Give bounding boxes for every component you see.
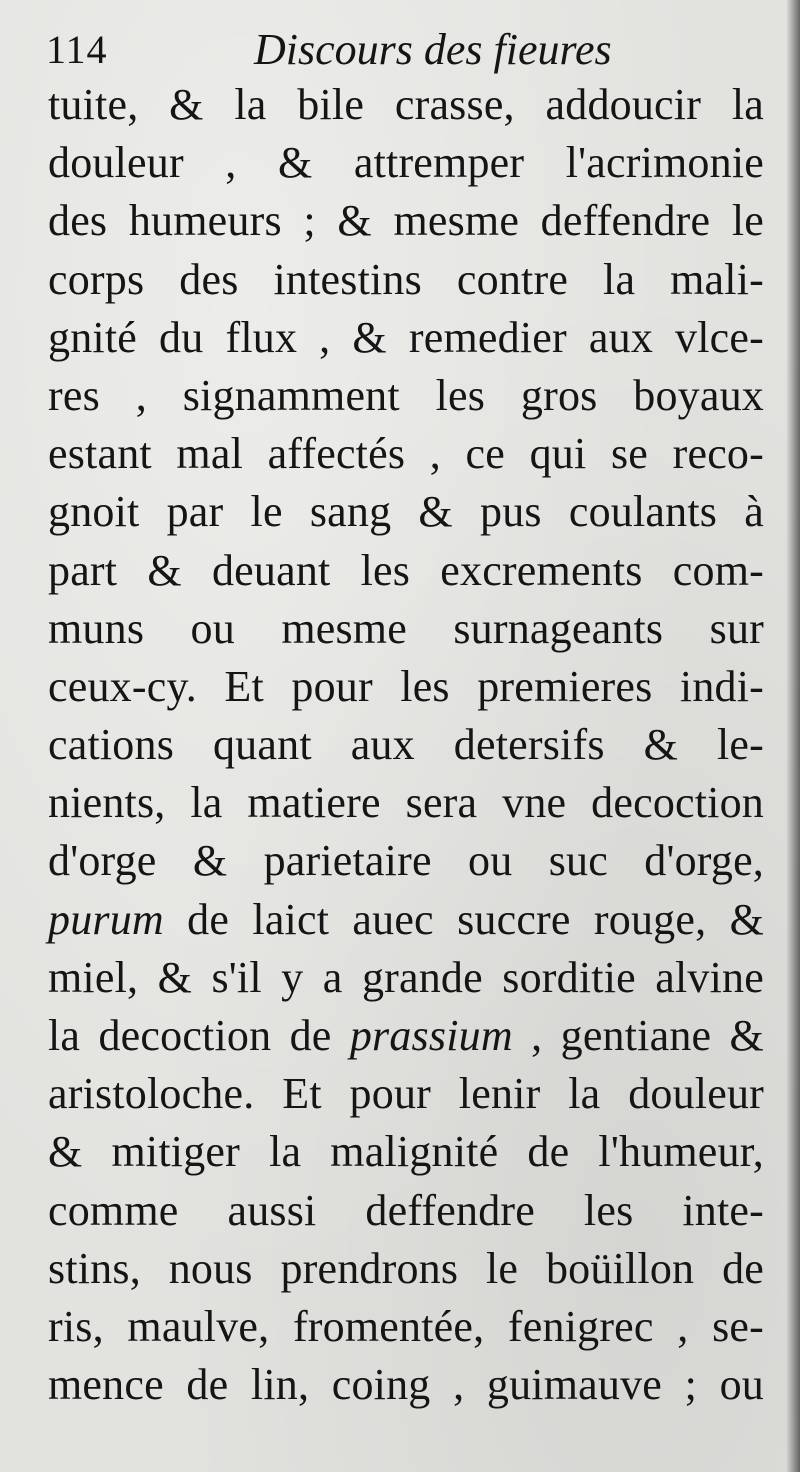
text-line-10: muns ou mesme surnageants sur bbox=[48, 603, 764, 653]
text-line-20: comme aussi deffendre les inte- bbox=[48, 1185, 764, 1235]
text-line-1: tuite, & la bile crasse, addoucir la bbox=[48, 80, 764, 129]
text-line-21: stins, nous prendrons le boüillon de bbox=[48, 1243, 764, 1293]
text-line-4: corps des intestins contre la mali- bbox=[48, 254, 764, 304]
text-line-17: la decoction de prassium , gentiane & bbox=[48, 1011, 764, 1060]
text-line-11: ceux-cy. Et pour les premieres indi- bbox=[48, 661, 764, 711]
text-line-7: estant mal affectés , ce qui se reco- bbox=[48, 429, 764, 479]
running-head bbox=[46, 22, 766, 78]
text-line-18: aristoloche. Et pour lenir la douleur bbox=[48, 1069, 764, 1119]
text-line-12: cations quant aux detersifs & le- bbox=[48, 720, 764, 770]
body-text bbox=[48, 76, 764, 1414]
italic-word: prassium bbox=[349, 1011, 513, 1060]
text-line-9: part & deuant les excrements com- bbox=[48, 545, 764, 595]
text-line-16: miel, & s'il y a grande sorditie alvine bbox=[48, 952, 764, 1002]
text-line-23: mence de lin, coing , guimauve ; ou bbox=[48, 1360, 764, 1410]
italic-word: purum bbox=[48, 894, 164, 944]
text-line-8: gnoit par le sang & pus coulants à bbox=[48, 487, 764, 537]
running-title: Discours des fieures bbox=[254, 25, 612, 74]
text-line-3: des humeurs ; & mesme deffendre le bbox=[48, 196, 764, 246]
text-line-15: purum de laict auec succre rouge, & bbox=[48, 894, 764, 944]
text-line-22: ris, maulve, fromentée, fenigrec , se- bbox=[48, 1301, 764, 1351]
text-line-2: douleur , & attremper l'acrimonie bbox=[48, 138, 764, 188]
page-number: 114 bbox=[46, 27, 108, 72]
text-line-14: d'orge & parietaire ou suc d'orge, bbox=[48, 836, 764, 886]
text-line-13: nients, la matiere sera vne decoction bbox=[48, 778, 764, 828]
text-line-19: & mitiger la malignité de l'humeur, bbox=[48, 1127, 764, 1177]
text-line-5: gnité du flux , & remedier aux vlce- bbox=[48, 312, 764, 362]
text-line-6: res , signamment les gros boyaux bbox=[48, 370, 764, 420]
